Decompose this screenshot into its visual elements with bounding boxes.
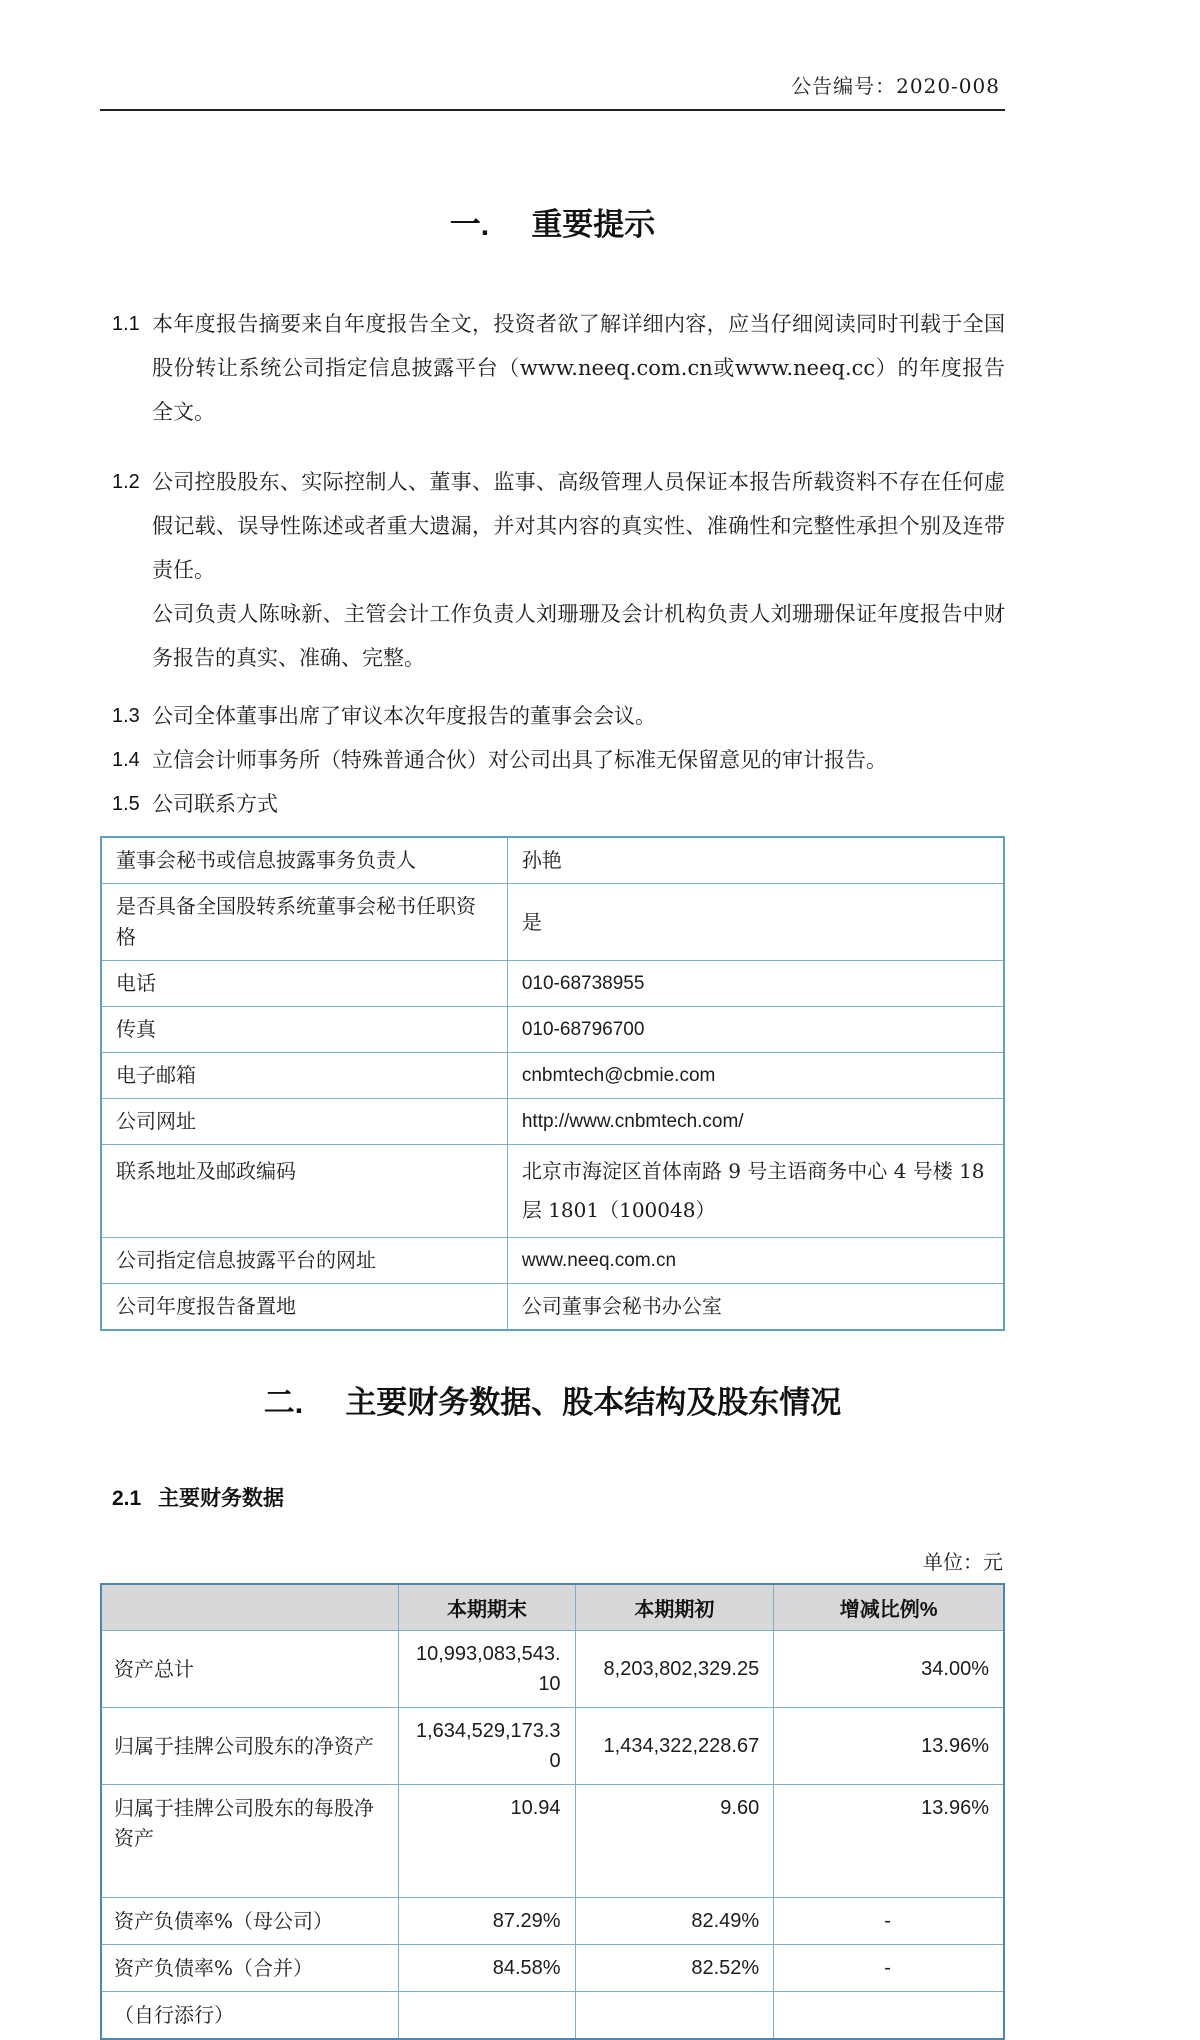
section-2-title-text: 主要财务数据、股本结构及股东情况 [345,1385,842,1420]
paragraph: 本年度报告摘要来自年度报告全文，投资者欲了解详细内容，应当仔细阅读同时刊载于全国股份转让系统公司指定信息披露平台（www.neeq.com.cn或www.neeq.cc）的年度报告全文。 [152,312,1005,424]
contact-row [101,1284,1004,1331]
contact-value-cell: http://www.cnbmtech.com/ [507,1099,1004,1145]
finance-header-cell: 本期期初 [575,1584,774,1631]
paragraph: 公司联系方式 [152,792,278,816]
contact-table [100,836,1005,1331]
finance-row [101,1708,1004,1785]
paragraph: 公司控股股东、实际控制人、董事、监事、高级管理人员保证本报告所载资料不存在任何虚假记载、误导性陈述或者重大遗漏，并对其内容的真实性、准确性和完整性承担个别及连带责任。 [152,470,1005,582]
finance-value-cell: 10.94 [399,1785,575,1898]
contact-label-cell: 公司年度报告备置地 [101,1284,507,1331]
finance-header-row [101,1584,1004,1631]
list-item-1-4 [100,738,1005,782]
finance-value-cell [575,1992,774,2040]
contact-label-cell: 联系地址及邮政编码 [101,1145,507,1238]
finance-value-cell: 1,634,529,173.30 [399,1708,575,1785]
subsection-number: 2.1 [112,1487,142,1510]
finance-value-cell: 13.96% [774,1785,1004,1898]
finance-label-cell: 归属于挂牌公司股东的净资产 [101,1708,399,1785]
finance-value-cell: 9.60 [575,1785,774,1898]
finance-value-cell: - [774,1945,1004,1992]
subsection-title-text: 主要财务数据 [158,1487,284,1510]
paragraph: 公司负责人陈咏新、主管会计工作负责人刘珊珊及会计机构负责人刘珊珊保证年度报告中财务报告的真实、准确、完整。 [152,602,1005,670]
contact-label-cell: 公司网址 [101,1099,507,1145]
finance-row [101,1945,1004,1992]
contact-row [101,884,1004,961]
finance-value-cell: 10,993,083,543.10 [399,1631,575,1708]
contact-label-cell: 传真 [101,1007,507,1053]
contact-value-cell: 北京市海淀区首体南路 9 号主语商务中心 4 号楼 18 层 1801（100048） [507,1145,1004,1238]
contact-label-cell: 电子邮箱 [101,1053,507,1099]
item-text [152,694,1005,738]
finance-label-cell: 归属于挂牌公司股东的每股净资产 [101,1785,399,1898]
finance-row [101,1631,1004,1708]
finance-value-cell: 87.29% [399,1898,575,1945]
list-item-1-1 [100,302,1005,434]
contact-row [101,1099,1004,1145]
finance-value-cell: 84.58% [399,1945,575,1992]
list-item-1-2 [100,460,1005,680]
contact-row [101,961,1004,1007]
finance-value-cell: 34.00% [774,1631,1004,1708]
finance-value-cell: 82.49% [575,1898,774,1945]
contact-label-cell: 是否具备全国股转系统董事会秘书任职资格 [101,884,507,961]
section-2-number: 二. [263,1385,304,1420]
contact-label-cell: 电话 [101,961,507,1007]
item-text [152,738,1005,782]
document-page [100,0,1005,2040]
item-number: 1.5 [112,793,140,815]
finance-label-cell: 资产总计 [101,1631,399,1708]
finance-value-cell: 13.96% [774,1708,1004,1785]
announcement-number: 公告编号：2020-008 [791,74,1000,98]
finance-row [101,1898,1004,1945]
contact-label-cell: 公司指定信息披露平台的网址 [101,1238,507,1284]
contact-value-cell: 孙艳 [507,837,1004,884]
finance-value-cell [774,1992,1004,2040]
subsection-2-1-heading [112,1482,1005,1512]
paragraph: 公司全体董事出席了审议本次年度报告的董事会会议。 [152,704,656,728]
contact-value-cell: 是 [507,884,1004,961]
section-1-number: 一. [449,207,490,242]
contact-row [101,1145,1004,1238]
header-divider [100,109,1005,111]
list-item-1-5 [100,782,1005,826]
finance-value-cell: 1,434,322,228.67 [575,1708,774,1785]
finance-header-cell: 增减比例% [774,1584,1004,1631]
section-1-title-text: 重要提示 [531,207,656,242]
contact-value-cell: cnbmtech@cbmie.com [507,1053,1004,1099]
item-number: 1.3 [112,705,140,727]
item-number: 1.1 [112,313,140,335]
paragraph: 立信会计师事务所（特殊普通合伙）对公司出具了标准无保留意见的审计报告。 [152,748,887,772]
finance-value-cell: - [774,1898,1004,1945]
section-1-title [100,199,1005,244]
item-number: 1.2 [112,471,140,493]
contact-value-cell: 010-68796700 [507,1007,1004,1053]
finance-table [100,1583,1005,2040]
finance-value-cell: 82.52% [575,1945,774,1992]
finance-label-cell: 资产负债率%（合并） [101,1945,399,1992]
item-number: 1.4 [112,749,140,771]
item-text [152,782,1005,826]
contact-label-cell: 董事会秘书或信息披露事务负责人 [101,837,507,884]
finance-label-cell: （自行添行） [101,1992,399,2040]
finance-value-cell: 8,203,802,329.25 [575,1631,774,1708]
contact-row [101,1007,1004,1053]
contact-value-cell: 公司董事会秘书办公室 [507,1284,1004,1331]
contact-row [101,1238,1004,1284]
finance-header-cell: 本期期末 [399,1584,575,1631]
contact-row [101,1053,1004,1099]
finance-label-cell: 资产负债率%（母公司） [101,1898,399,1945]
finance-header-empty [101,1584,399,1631]
finance-value-cell [399,1992,575,2040]
contact-value-cell: www.neeq.com.cn [507,1238,1004,1284]
item-text [152,302,1005,434]
finance-row [101,1785,1004,1898]
finance-row [101,1992,1004,2040]
contact-value-cell: 010-68738955 [507,961,1004,1007]
unit-label: 单位：元 [923,1550,1003,1574]
section-2-title [100,1377,1005,1422]
contact-row [101,837,1004,884]
list-item-1-3 [100,694,1005,738]
item-text [152,460,1005,680]
